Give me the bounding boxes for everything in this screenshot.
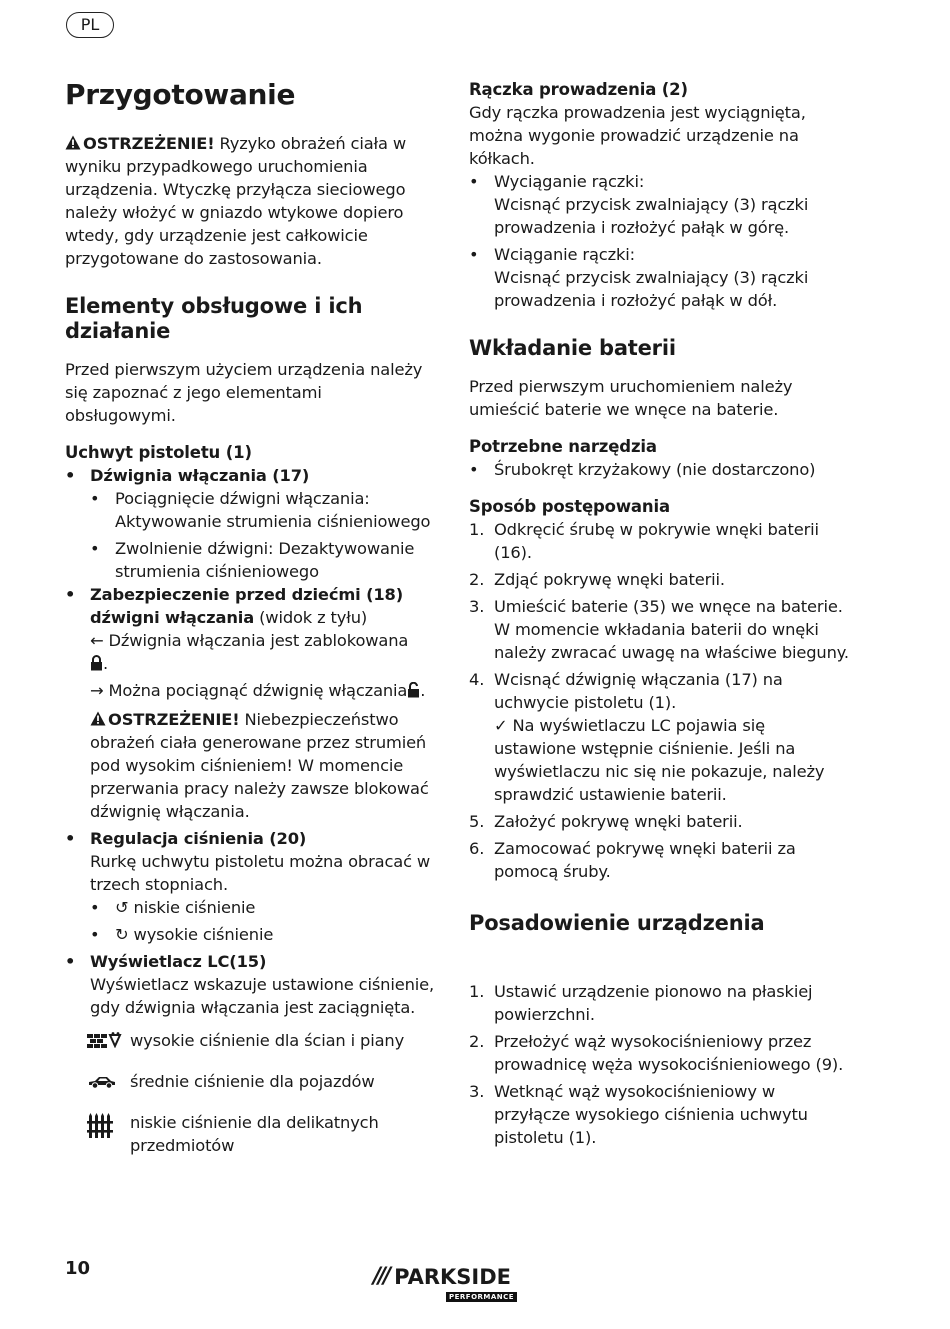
lock-state-locked: ← Dźwignia włączania jest zablokowana . [90, 631, 409, 673]
list-item: 1. Odkręcić śrubę w pokrywie wnęki baterii (16). [469, 520, 819, 562]
rotate-ccw-icon: ↺ [115, 898, 129, 917]
list-item: • Zwolnienie dźwigni: Dezaktywowanie strumienia ciśnieniowego [90, 539, 415, 581]
arrow-right-icon: → [90, 681, 104, 700]
language-badge: PL [66, 12, 114, 38]
warning-triangle-icon [65, 135, 83, 150]
display-mode-row: wysokie ciśnienie dla ścian i piany [65, 1029, 437, 1054]
child-lock-bullet: • Zabezpieczenie przed dziećmi (18) dźwigni włączania (widok z tyłu) [65, 585, 404, 627]
handle-text: Gdy rączka prowadzenia jest wyciągnięta, można wygonie prowadzić urządzenie na kółkach. [469, 103, 806, 168]
warning-paragraph-2: OSTRZEŻENIE! Niebezpieczeństwo obrażeń ciała generowane przez strumień pod wysokim ciśnieniem! W momencie przerwania pracy należy zawsze blokować dźwignię włączania. [90, 710, 429, 821]
list-item: • Wciąganie rączki: Wcisnąć przycisk zwalniający (3) rączki prowadzenia i rozłożyć pałąk w dół. [469, 245, 809, 310]
list-item: 1. Ustawić urządzenie pionowo na płaskiej powierzchni. [469, 982, 813, 1024]
list-item: • ↺ niskie ciśnienie [90, 898, 256, 917]
list-item: • Pociągnięcie dźwigni włączania: Aktywowanie strumienia ciśnieniowego [90, 489, 431, 531]
page-number: 10 [65, 1258, 91, 1279]
lock-open-icon [407, 681, 420, 697]
lock-closed-icon [90, 654, 103, 670]
display-text: Wyświetlacz wskazuje ustawione ciśnienie, gdy dźwignia włączania jest zaciągnięta. [90, 975, 435, 1017]
list-item: 3. Umieścić baterie (35) we wnęce na baterie. W momencie wkładania baterii do wnęki należy zwracać uwagę na właściwe bieguny. [469, 597, 849, 662]
list-item: 2. Zdjąć pokrywę wnęki baterii. [469, 570, 725, 589]
warning-paragraph-1 [65, 132, 437, 270]
warning-text: Ryzyko obrażeń ciała w wyniku przypadkowego uruchomienia urządzenia. Wtyczkę przyłącza sieciowego należy włożyć w gniazdo wtykowe dopiero wtedy, gdy urządzenie jest całkowicie przygotowane do zastosowania. [65, 134, 407, 268]
arrow-left-icon: ← [90, 631, 104, 650]
list-item: 3. Wetknąć wąż wysokociśnieniowy w przyłącze wysokiego ciśnienia uchwytu pistoletu (1). [469, 1082, 808, 1147]
list-item: 2. Przełożyć wąż wysokociśnieniowy przez prowadnicę węża wysokociśnieniowego (9). [469, 1032, 844, 1074]
fence-icon [65, 1111, 129, 1157]
lever-title: Dźwignia włączania (17) [90, 466, 310, 485]
display-mode-row: niskie ciśnienie dla delikatnych przedmiotów [65, 1111, 437, 1157]
child-lock-title: Zabezpieczenie przed dziećmi (18) dźwigni włączania [90, 585, 404, 627]
battery-intro: Przed pierwszym uruchomieniem należy umieścić baterie we wnęce na baterie. [469, 377, 793, 419]
logo-wordmark: PARKSIDE [394, 1265, 511, 1289]
wall-icon [65, 1029, 129, 1054]
pressure-title: Regulacja ciśnienia (20) [90, 829, 307, 848]
lock-state-unlocked: → Można pociągnąć dźwignię włączania . [90, 681, 426, 700]
section-heading-controls: Elementy obsługowe i ich działanie [65, 294, 363, 343]
check-icon: ✓ [494, 716, 508, 735]
pressure-text: Rurkę uchwytu pistoletu można obracać w trzech stopniach. [90, 852, 431, 894]
lever-bullet: • Dźwignia włączania (17) [65, 464, 437, 487]
logo-slashes: /// [373, 1264, 389, 1289]
display-title: Wyświetlacz LC(15) [90, 952, 267, 971]
procedure-title: Sposób postępowania [469, 497, 670, 516]
section-heading-battery: Wkładanie baterii [469, 336, 676, 360]
rotate-cw-icon: ↻ [115, 925, 129, 944]
list-item: • Śrubokręt krzyżakowy (nie dostarczono) [469, 460, 816, 479]
left-column [65, 78, 437, 1157]
list-item: 6. Zamocować pokrywę wnęki baterii za pomocą śruby. [469, 839, 796, 881]
list-item: 5. Założyć pokrywę wnęki baterii. [469, 812, 743, 831]
right-column [469, 78, 849, 1153]
list-item: 4. Wcisnąć dźwignię włączania (17) na uchwycie pistoletu (1). ✓ Na wyświetlaczu LC pojawia się ustawione wstępnie ciśnienie. Jeśli na wyświetlaczu nic się nie pokazuje, należy sprawdzić ustawienie baterii. [469, 670, 825, 804]
warning-label: OSTRZEŻENIE! [83, 134, 215, 153]
list-item: • Wyciąganie rączki: Wcisnąć przycisk zwalniający (3) rączki prowadzenia i rozłożyć pałąk w górę. [469, 172, 809, 237]
brand-logo [373, 1265, 528, 1305]
warning-triangle-icon [90, 711, 108, 726]
list-item: • ↻ wysokie ciśnienie [90, 925, 274, 944]
section-title-preparation: Przygotowanie [65, 78, 296, 111]
car-icon [65, 1070, 129, 1095]
section-heading-setup: Posadowienie urządzenia [469, 911, 765, 935]
controls-intro: Przed pierwszym użyciem urządzenia należy się zapoznać z jego elementami obsługowymi. [65, 360, 423, 425]
tools-title: Potrzebne narzędzia [469, 437, 657, 456]
display-mode-row: średnie ciśnienie dla pojazdów [65, 1070, 437, 1095]
handle-title: Rączka prowadzenia (2) [469, 80, 688, 99]
pressure-bullet: • Regulacja ciśnienia (20) [65, 827, 437, 850]
logo-subtitle: PERFORMANCE [446, 1292, 517, 1302]
display-bullet: • Wyświetlacz LC(15) [65, 950, 437, 973]
grip-title: Uchwyt pistoletu (1) [65, 443, 252, 462]
